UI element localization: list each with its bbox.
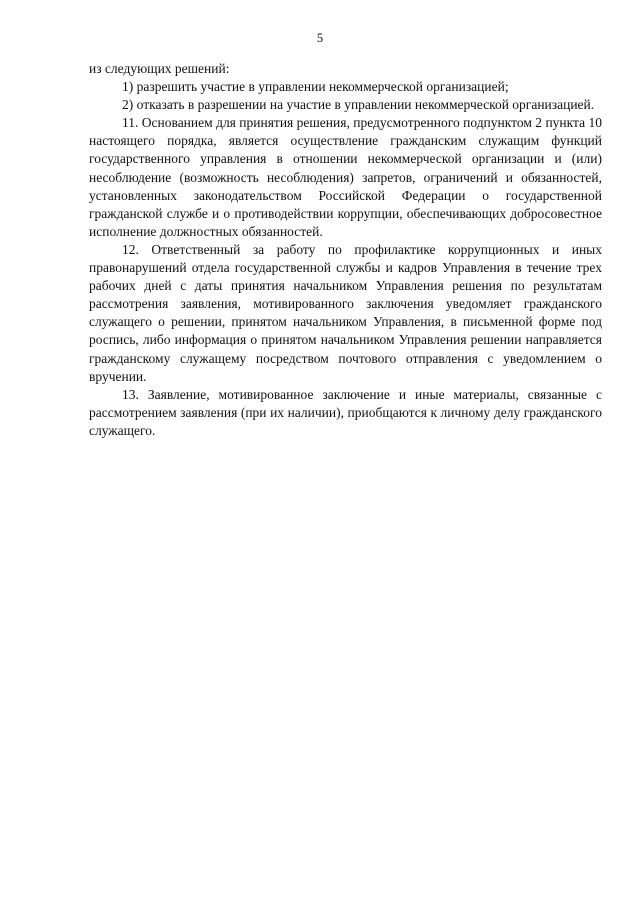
paragraph-option-1: 1) разрешить участие в управлении некоммерческой организацией;	[122, 79, 509, 95]
document-body	[89, 60, 602, 440]
paragraph-clause-12: 12. Ответственный за работу по профилактике коррупционных и иных правонарушений отдела государственной службы и кадров Управления в течение трех рабочих дней с даты принятия начальником Управления решения по результатам рассмотрения заявления, мотивированного заключения уведомляет гражданского служащего о решении, принятом начальником Управления, в письменной форме под роспись, либо информация о принятом начальником Управления решении направляется гражданскому служащему посредством почтового отправления с уведомлением о вручении.	[89, 241, 602, 384]
page-number: 5	[316, 31, 324, 45]
paragraph-clause-13: 13. Заявление, мотивированное заключение и иные материалы, связанные с рассмотрением заявления (при их наличии), приобщаются к личному делу гражданского служащего.	[89, 386, 602, 438]
paragraph-option-2: 2) отказать в разрешении на участие в управлении некоммерческой организацией.	[122, 97, 595, 113]
paragraph-clause-11: 11. Основанием для принятия решения, предусмотренного подпунктом 2 пункта 10 настоящего порядка, является осуществление гражданским служащим функций государственного управления в отношении некоммерческой организации и (или) несоблюдение (возможность несоблюдения) запретов, ограничений и обязанностей, установленных законодательством Российской Федерации о государственной гражданской службе и о противодействии коррупции, обеспечивающих добросовестное исполнение должностных обязанностей.	[89, 115, 602, 239]
paragraph-intro-continuation: из следующих решений:	[89, 61, 230, 76]
